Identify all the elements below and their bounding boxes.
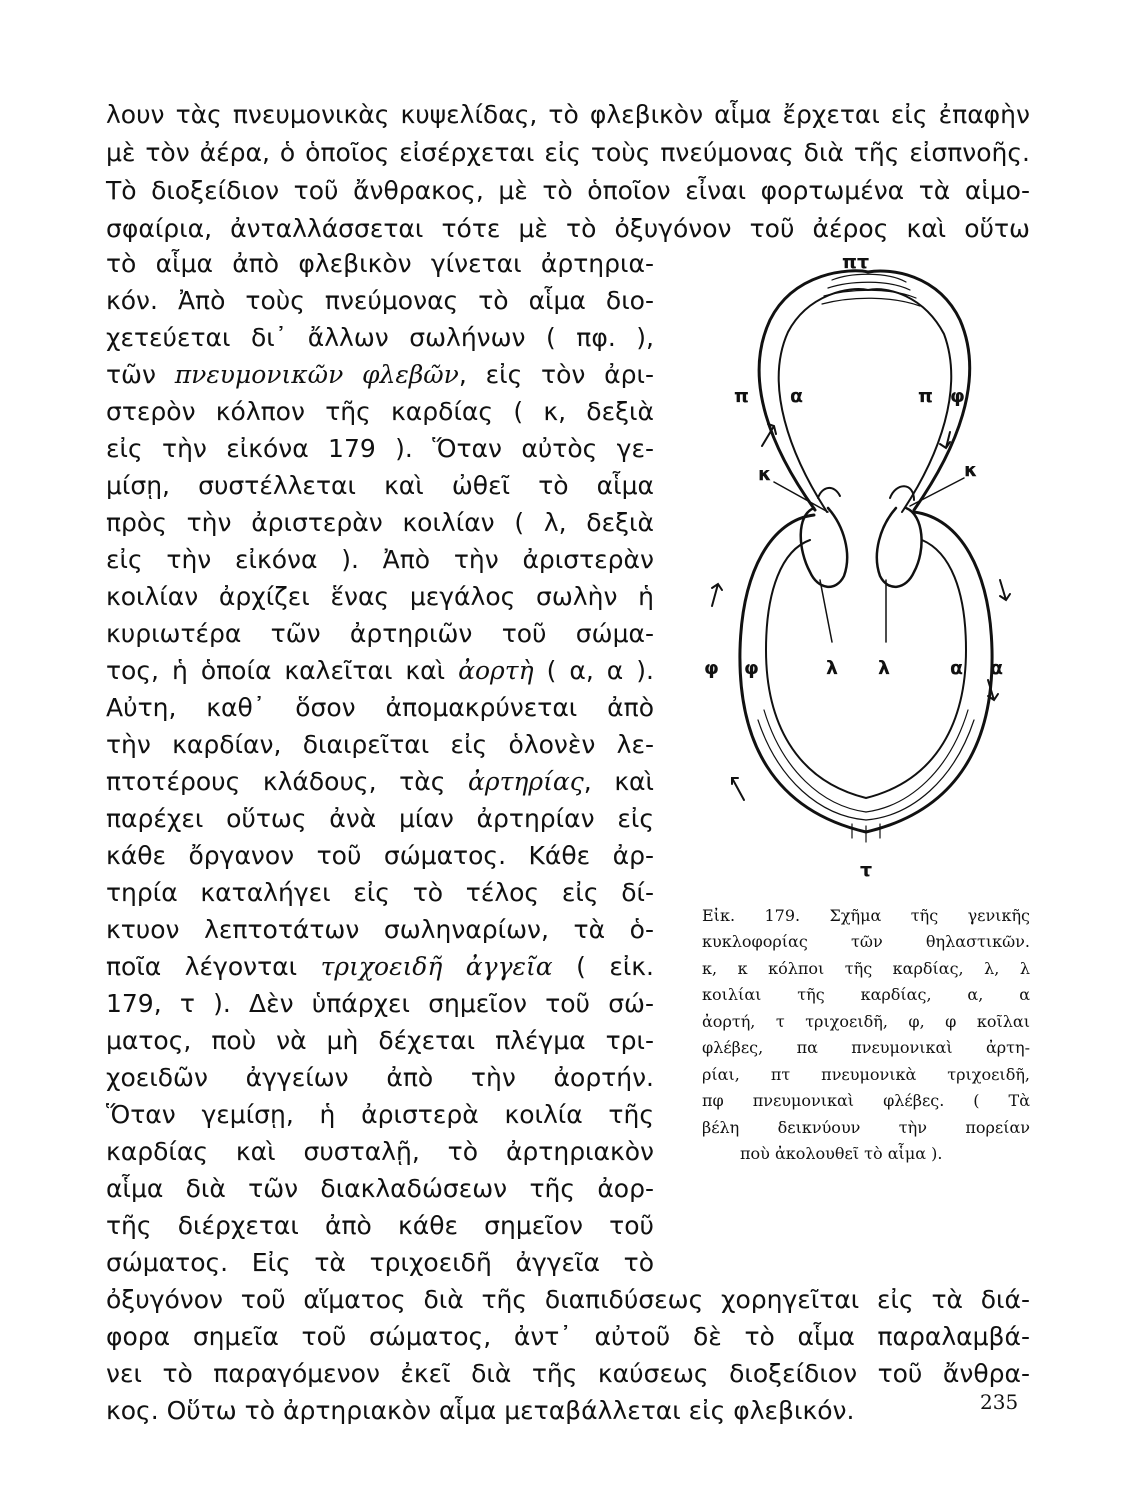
figure-caption: Εἰκ. 179. Σχῆμα τῆς γενικῆς [702,906,1030,925]
text-span: ποῖα λέγονται [106,952,321,981]
figure-caption: ρίαι, πτ πνευμονικὰ τριχοειδῆ, [702,1065,1030,1084]
label-phi-outer: φ [704,657,719,679]
figure-caption: βέλη δεικνύουν τὴν πορείαν [702,1118,1030,1137]
label-phi-inner: φ [744,657,759,679]
figure-caption: φλέβες, πα πνευμονικαὶ ἀρτη- [702,1038,1030,1057]
text-line: σφαίρια, ἀνταλλάσσεται τότε μὲ τὸ ὀξυγόνον τοῦ ἀέρος καὶ οὕτω [106,214,1030,243]
italic-term: πνευμονικῶν φλεβῶν [174,360,459,389]
text-line: Ὅταν γεμίσῃ, ἡ ἀριστερὰ κοιλία τῆς [106,1100,654,1129]
text-line: κυριωτέρα τῶν ἀρτηριῶν τοῦ σώμα- [106,619,654,648]
label-l-right: λ [878,657,891,679]
italic-term: τριχοειδῆ ἀγγεῖα [320,952,553,981]
label-l-left: λ [826,657,839,679]
text-line: καρδίας καὶ συσταλῇ, τὸ ἀρτηριακὸν [106,1137,654,1166]
text-line: χετεύεται δι᾽ ἄλλων σωλήνων ( πφ. ), [106,323,654,352]
figure-caption: ποὺ ἀκολουθεῖ τὸ αἷμα ). [740,1144,943,1163]
text-line: κος. Οὕτω τὸ ἀρτηριακὸν αἷμα μεταβάλλεται εἰς φλεβικόν. [106,1396,855,1425]
italic-term: ἀρτηρίας [467,767,584,796]
label-k-right: κ [964,459,978,481]
circulation-diagram [702,250,1030,890]
text-line: πρὸς τὴν ἀριστερὰν κοιλίαν ( λ, δεξιὰ [106,508,654,537]
text-line: Τὸ διοξείδιον τοῦ ἄνθρακος, μὲ τὸ ὁποῖον εἶναι φορτωμένα τὰ αἱμο- [106,176,1030,205]
text-span: ( α, α ). [533,656,654,685]
text-line: κάθε ὄργανον τοῦ σώματος. Κάθε ἀρ- [106,841,654,870]
figure-caption: πφ πνευμονικαὶ φλέβες. ( Τὰ [702,1091,1030,1110]
text-line: τῆς διέρχεται ἀπὸ κάθε σημεῖον τοῦ [106,1211,654,1240]
text-line: τὴν καρδίαν, διαιρεῖται εἰς ὁλονὲν λε- [106,730,654,759]
text-span: , καὶ [583,767,654,796]
text-line: μίσῃ, συστέλλεται καὶ ὠθεῖ τὸ αἷμα [106,471,654,500]
text-line: αἷμα διὰ τῶν διακλαδώσεων τῆς ἀορ- [106,1174,654,1203]
text-line: παρέχει οὕτως ἀνὰ μίαν ἀρτηρίαν εἰς [106,804,654,833]
text-line: χοειδῶν ἀγγείων ἀπὸ τὴν ἀορτήν. [106,1063,654,1092]
text-line [106,358,654,392]
text-line: 179, τ ). Δὲν ὑπάρχει σημεῖον τοῦ σώ- [106,989,654,1018]
label-pt: πτ [842,251,870,273]
figure-caption: κ, κ κόλποι τῆς καρδίας, λ, λ [702,959,1030,978]
italic-term: ἀορτὴ [458,656,534,685]
text-span: ( εἰκ. [552,952,654,981]
text-line [106,654,654,688]
figure-caption: ἀορτή, τ τριχοειδῆ, φ, φ κοῖλαι [702,1012,1030,1031]
text-span: τος, ἡ ὁποία καλεῖται καὶ [106,656,459,685]
text-line: κόν. Ἀπὸ τοὺς πνεύμονας τὸ αἷμα διο- [106,286,654,315]
text-line: νει τὸ παραγόμενον ἐκεῖ διὰ τῆς καύσεως διοξείδιον τοῦ ἄνθρα- [106,1359,1030,1388]
text-line [106,765,654,799]
text-span: τῶν [106,360,175,389]
text-line: εἰς τὴν εἰκόνα 179 ). Ὅταν αὐτὸς γε- [106,434,654,463]
label-a-outer: α [990,657,1004,679]
label-p-left: π [734,385,750,407]
figure-caption: κοιλίαι τῆς καρδίας, α, α [702,985,1030,1004]
label-a-inner: α [950,657,964,679]
text-line: τηρία καταλήγει εἰς τὸ τέλος εἰς δί- [106,878,654,907]
text-span: , εἰς τὸν ἀρι- [458,360,654,389]
text-line: κοιλίαν ἀρχίζει ἕνας μεγάλος σωλὴν ἡ [106,582,654,611]
label-p-right: π [918,385,934,407]
text-line: ὀξυγόνον τοῦ αἵματος διὰ τῆς διαπιδύσεως χορηγεῖται εἰς τὰ διά- [106,1285,1030,1314]
text-line: φορα σημεῖα τοῦ σώματος, ἀντ᾽ αὐτοῦ δὲ τὸ αἷμα παραλαμβά- [106,1322,1030,1351]
text-line: τὸ αἷμα ἀπὸ φλεβικὸν γίνεται ἀρτηρια- [106,249,654,278]
label-phi-top: φ [950,385,965,407]
label-k-left: κ [758,463,772,485]
text-line: κτυον λεπτοτάτων σωληναρίων, τὰ ὁ- [106,915,654,944]
text-line: μὲ τὸν ἀέρα, ὁ ὁποῖος εἰσέρχεται εἰς τοὺς πνεύμονας διὰ τῆς εἰσπνοῆς. [106,138,1030,167]
page-number: 235 [980,1390,1019,1414]
label-t: τ [860,859,873,881]
label-a-top: α [790,385,804,407]
text-span: πτοτέρους κλάδους, τὰς [106,767,468,796]
text-line: Αὐτη, καθ᾽ ὅσον ἀπομακρύνεται ἀπὸ [106,693,654,722]
text-line: στερὸν κόλπον τῆς καρδίας ( κ, δεξιὰ [106,397,654,426]
text-line: εἰς τὴν εἰκόνα ). Ἀπὸ τὴν ἀριστερὰν [106,545,654,574]
figure-caption: κυκλοφορίας τῶν θηλαστικῶν. [702,932,1030,951]
text-line: ματος, ποὺ νὰ μὴ δέχεται πλέγμα τρι- [106,1026,654,1055]
text-line: σώματος. Εἰς τὰ τριχοειδῆ ἀγγεῖα τὸ [106,1248,654,1277]
text-line [106,950,654,984]
text-line: λουν τὰς πνευμονικὰς κυψελίδας, τὸ φλεβικὸν αἷμα ἔρχεται εἰς ἐπαφὴν [106,100,1030,129]
